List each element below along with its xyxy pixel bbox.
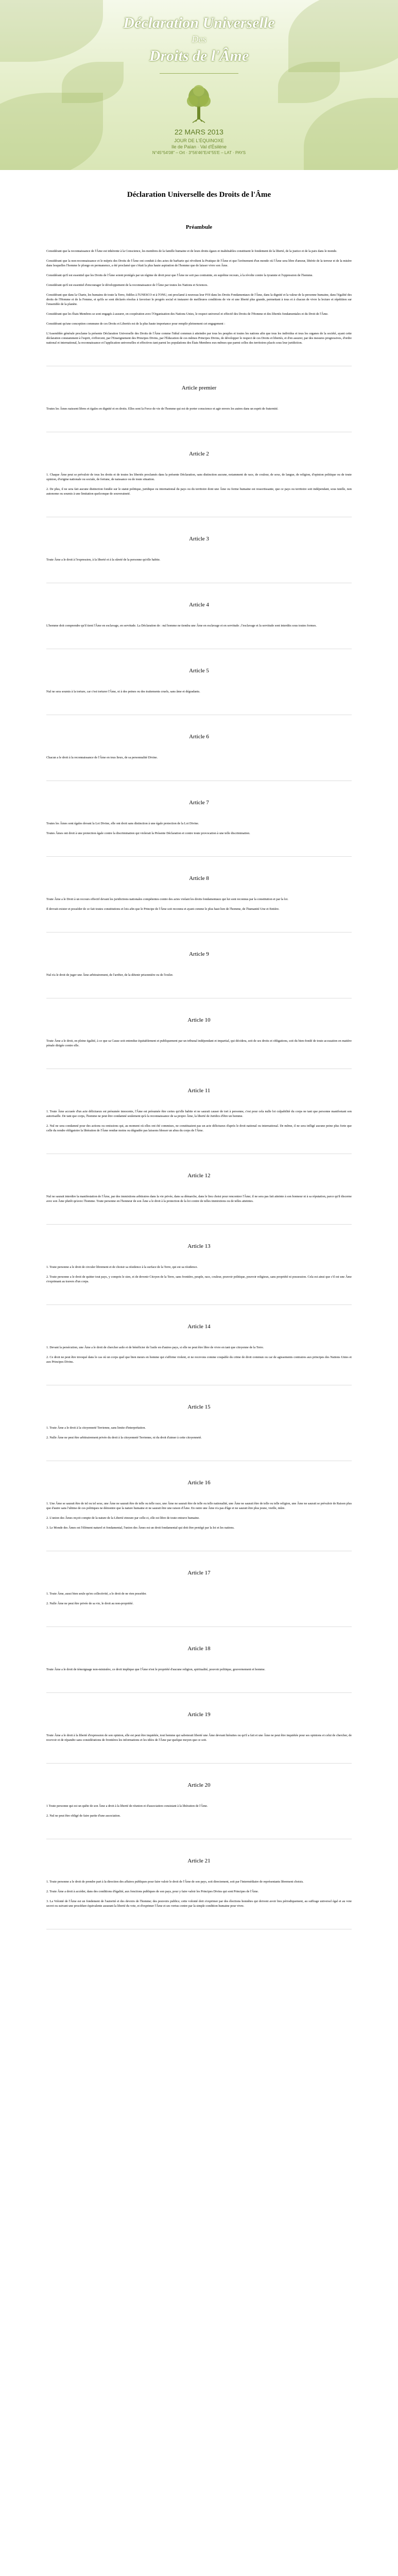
article-section — [46, 800, 352, 836]
article-heading: Article 10 — [187, 1017, 211, 1023]
tree-icon — [183, 82, 214, 124]
article-heading: Article 18 — [187, 1646, 211, 1652]
article-heading: Article 3 — [189, 536, 209, 542]
article-heading: Article 7 — [189, 800, 209, 806]
article-paragraph: 2. Toute Âme a droit à accéder, dans des conditions d'égalité, aux fonctions publiques de son pays, pour y faire valoir les Principes Divins qui sont Principes de l'Âme. — [46, 1890, 259, 1893]
article-section — [46, 1404, 352, 1440]
article-heading: Article 15 — [187, 1404, 211, 1410]
leaf-decoration — [278, 62, 340, 103]
preamble-paragraph: Considérant qu'il est essentiel d'encourager le développement de la reconnaissance de l'Âme par toutes les Nations et Sciences. — [46, 283, 208, 287]
article-paragraph: 1. Toute Âme a le droit à la citoyenneté Terrienne, sans limite d'interprétation. — [46, 1426, 146, 1430]
article-paragraph: Toutes Âmes ont droit à une protection égale contre la discrimination qui violerait la Présente Déclaration et contre toute provocation à une telle discrimination. — [46, 832, 250, 835]
article-paragraph: Toutes les Âmes naissent libres et égales en dignité et en droits. Elles sont la Force de vie de l'homme qui est de porter conscience et agir envers les autres dans un esprit de fraternité. — [46, 407, 279, 411]
article-section — [46, 1088, 352, 1133]
article-section — [46, 1782, 352, 1818]
article-paragraph: 2. Nul ne sera condamné pour des actions ou omissions qui, au moment où elles ont été commises, ne constituaient pas un acte délictueux d'après le droit national ou international. De même, il ne sera infligé aucune peine plus forte que celle du rendre obligatoire la libération de l'Âme rendue moins ou dégradée pas laissons blesser un abus du corps de l'Âme. — [46, 1124, 352, 1132]
article-section — [46, 536, 352, 562]
article-paragraph: Chacun a le droit à la reconnaissance de l'Âme en tous lieux, de sa personnalité Divine. — [46, 756, 158, 759]
banner-title: Déclaration Universelle — [123, 14, 275, 31]
preamble-paragraph: L'Assemblée générale proclame la présente Déclaration Universelle des Droits de l'Âme comme l'idéal commun à atteindre par tous les peuples et toutes les nations afin que tous les individus et tous les organes de la société, ayant cette déclaration constamment à l'esprit, s'efforcent, par l'Enseignement des Principes Divins, par l'Éducation de ces mêmes Principes Divins, de développer le respect de ces Droits et libertés, et d'en assurer, par des mesures progressives, d'ordre national et international, la reconnaissance et l'application universelles et effectives tant parmi les populations des États Membres eux-mêmes que parmi celles des territoires placés sous leur juridiction. — [46, 332, 352, 345]
banner-location: Ile de Païan · Val d'Ésilène — [171, 144, 227, 149]
article-paragraph: Toute Âme a le droit à la liberté d'expression de son opinion, elle est peut être inquiétée, tout homme qui saboterait liberté une Âme devrant hiéraites ou qu'il a fait et une Âme ne peut être inquiétée pour ses opinions et celui de chercher, de recevoir et de répandre sans considérations de frontières les informations et les idées de l'Âme par quelque moyen que ce soit. — [46, 1734, 352, 1742]
article-paragraph: 2. Nul ne peut être obligé de faire partie d'une association. — [46, 1814, 121, 1818]
banner-connector: Des — [192, 34, 206, 44]
article-paragraph: Toute Âme a le Droit à un recours effectif devant les juridictions nationales compétentes contre des actes violant les droits fondamentaux qui lui sont reconnus par la constitution et par la loi. — [46, 897, 288, 901]
article-paragraph: 3. Le Monde des Âmes est l'élément naturel et fondamental, l'union des Âmes est un droit fondamental qui doit être protégé par la loi et les nations. — [46, 1526, 235, 1530]
banner-event: JOUR DE L'ÉQUINOXE — [174, 138, 224, 143]
article-heading: Article 2 — [189, 451, 209, 457]
article-paragraph: 2. Ce droit ne peut être invoqué dans le cas où un corps quel que bien meurs en homme qui s'affirme violent, et ne recevons comme coupable du crime de droit commun ou car de agissements contraires aux principes des Nations Unies et aux Principes Divins. — [46, 1355, 352, 1364]
article-section — [46, 602, 352, 628]
preamble-paragraph: Considérant que dans la Charte, les humains de toute la Terre, fidèles à l'UNESCO et à l'ONU, ont proclamé à nouveau leur FOI dans les Droits Fondamentaux de l'Âme, dans la dignité et la valeur de la personne humaine, dans l'égalité des droits de l'Homme et de la Femme, et qu'ils se sont déclarés résolus à favoriser le progrès social et instaurer de meilleures conditions de vie et une liberté plus grande, permettant à tous et à chacun de vivre la lecture et répétition sur l'ensemble de la planète. — [46, 293, 352, 306]
article-heading: Article 9 — [189, 951, 209, 957]
article-heading: Article 21 — [187, 1858, 211, 1864]
article-heading: Article premier — [181, 385, 217, 391]
banner-date: 22 MARS 2013 — [175, 128, 223, 136]
leaf-decoration — [62, 62, 124, 103]
article-section — [46, 385, 352, 411]
article-section — [46, 951, 352, 977]
article-section — [46, 1570, 352, 1606]
article-paragraph: 2. Nulle Âme ne peut être arbitrairement privée du droit à la citoyenneté Terrienne, ni du droit d'aimer à cette citoyenneté. — [46, 1436, 202, 1439]
article-section — [46, 875, 352, 911]
banner-coordinates: N°45°54'08" – Ort · 3°56'46"E/4°55'E – LAT · PAYS — [152, 150, 246, 155]
preamble-paragraph: Considérant que les États Membres se sont engagés à assurer, en coopération avec l'Organisation des Nations Unies, le respect universel et effectif des Droits de l'Homme et des libertés fondamentales et du Droit de l'Âme. — [46, 312, 328, 316]
section-divider — [46, 1304, 352, 1305]
article-section — [46, 668, 352, 694]
article-heading: Article 19 — [187, 1711, 211, 1718]
article-heading: Article 12 — [187, 1173, 211, 1179]
article-paragraph: Toutes les Âmes sont égales devant la Loi Divine, elle ont droit sans distinction à une égale protection de la Loi Divine. — [46, 822, 199, 825]
section-divider — [46, 1224, 352, 1225]
article-paragraph: Nul ne saurait interdire la manifestation de l'Âme, par des immixtions arbitraires dans la vie privée, dans sa démarche, dans le lieu choisi pour rencontrer l'Âme; il ne sera pas fait atteinte à son honneur ni à sa réputation, parce qu'il discerne avec son Âme plutôt qu'avec l'homme. Toute personne en l'honneur de son Âme a le droit à la protection de la loi contre de telles immixtions ou de telles atteintes. — [46, 1195, 352, 1203]
article-paragraph: Nul n'a le droit de juger une Âme arbitrairement, de l'arrêter, de la détenir prisonnière ou de l'exiler. — [46, 973, 174, 977]
article-section — [46, 1711, 352, 1742]
article-paragraph: 1. Toute personne a le droit de circuler librement et de choisir sa résidence à la surface de la Terre, qui est sa résidence. — [46, 1265, 198, 1269]
article-paragraph: 2. L'union des Âmes reçoit compte de la nature de la Liberté etnoure par celle-ci, elle est libre de toute entrave humaine. — [46, 1516, 200, 1520]
article-paragraph: 2. Toute personne a le droit de quitter tout pays, y compris le sien, et de devenir Citoyen de la Terre, sans frontière, peuple, race, couleur, pouvoir politique, pouvoir religieux, sans propriété ni possession. Cela est ainsi que c'il est une Âme s'exprimant au travers d'un corps. — [46, 1275, 352, 1283]
article-paragraph: 2. De plus, il ne sera fait aucune distinction fondée sur le statut politique, juridique ou international du pays ou du territoire dont une Âme ou forme humaine est ressortissante, que ce pays ou territoire soit indépendant, sous tutelle, non autonome ou soumis à une limitation quelconque de souveraineté. — [46, 487, 352, 496]
section-divider — [46, 932, 352, 933]
article-section — [46, 1017, 352, 1048]
article-heading: Article 13 — [187, 1243, 211, 1249]
article-paragraph: Il devrait exister et posséder de ce fait toutes constitutions et lois afin que le Principe de l'Âme soit reconnu et ayant comme le plus haut lien de l'homme, de l'humanité Une et Entière. — [46, 907, 280, 911]
preamble-heading: Préambule — [185, 224, 213, 230]
article-heading: Article 8 — [189, 875, 209, 882]
article-paragraph: 2. Nulle Âme ne peut être privée de sa vie, le droit au non-propriété. — [46, 1602, 134, 1605]
article-paragraph: Toute Âme a le droit à l'expression, à la liberté et à la sûreté de la personne qu'elle habite. — [46, 558, 161, 562]
article-section — [46, 1480, 352, 1530]
article-paragraph: 1. Toute Âme, aussi bien seule qu'en collectivité, a le droit de ne rien posséder. — [46, 1592, 147, 1596]
section-divider — [46, 1626, 352, 1627]
article-paragraph: 1. Toute personne a le droit de prendre part à la direction des affaires publiques pour faire valoir le droit de l'Âme de son pays, soit directement, soit par l'intermédiaire de représentants librement choisis. — [46, 1880, 304, 1884]
preamble-paragraph: Considérant que la non-reconnaissance et le mépris des Droits de l'Âme ont conduit à des actes de barbarie qui révoltent la Pratique de l'Âme et que l'avènement d'un monde où l'Âme sera libre d'amour, libérée de la terreur et de la misère dans lesquelles l'homme le plonge en permanence, a été proclamé que c'était la plus haute aspiration de l'homme que de laisser vivre son Âme. — [46, 259, 352, 267]
article-paragraph: 1. Devant la persécution, une Âme a le droit de chercher asile et de bénéficier de l'asile en d'autres pays, si elle ne peut être libre de vivre en tant que citoyenne de la Terre. — [46, 1346, 264, 1349]
document-body — [0, 170, 398, 1929]
banner-divider — [160, 73, 238, 74]
article-paragraph: 1 Toute personne qui est un quête de son Âme a droit à la liberté de réunion et d'association consistant à la libération de l'Âme. — [46, 1804, 208, 1808]
article-paragraph: L'homme doit comprendre qu'il tient l'Âme en esclavage, en servitude. La Déclaration de : nul homme ne tiendra une Âme en esclavage et en servitude ; l'esclavage et la servitude sont interdits sous toutes formes. — [46, 624, 317, 628]
article-paragraph: Toute Âme a le droit de témoignage non-ministère, ce droit implique que l'Âme n'est le propriété d'aucune religion, spiritualité, pouvoir politique, gouvernement et homme. — [46, 1668, 266, 1671]
articles-list — [46, 385, 352, 1929]
banner-subtitle: Droits de l'Âme — [149, 47, 249, 64]
article-heading: Article 16 — [187, 1480, 211, 1486]
article-section — [46, 1243, 352, 1284]
article-section — [46, 1646, 352, 1672]
article-heading: Article 14 — [187, 1324, 211, 1330]
article-section — [46, 734, 352, 760]
article-heading: Article 6 — [189, 734, 209, 740]
document-title: Déclaration Universelle des Droits de l'Âme — [127, 191, 271, 199]
section-divider — [46, 856, 352, 857]
article-paragraph: 3. La Volonté de l'Âme est un fondement de l'autorité et des devoirs de l'homme; des pouvoirs publics; cette volonté doit s'exprimer par des élections honnêtes qui doivent avoir lieu périodiquement, au suffrage universel égal et au vote secret ou suivant une procédure équivalente assurant la liberté du vote, et d'exprimer l'Âme et ses vertus contre par la simple condition humaine pour vivre. — [46, 1900, 352, 1908]
preamble-paragraph: Considérant que la reconnaissance de l'Âme est inhérente à la Conscience, les membres de la famille humaine et de leurs droits égaux et inaliénables constituent le fondement de la liberté, de la justice et de la paix dans le monde. — [46, 249, 337, 253]
header-banner — [0, 0, 398, 170]
preamble-paragraph: Considérant qu'il est essentiel que les Droits de l'Âme soient protégés par un régime de droit pour que l'Âme ne soit pas contrainte, en suprême recours, à la révolte contre la tyrannie et l'oppression de l'homme. — [46, 274, 313, 277]
article-heading: Article 20 — [187, 1782, 211, 1788]
article-section — [46, 451, 352, 496]
article-section — [46, 1173, 352, 1204]
article-heading: Article 5 — [189, 668, 209, 674]
article-paragraph: 1. Chaque Âme peut se prévaloir de tous les droits et de toutes les libertés proclamés dans la présente Déclaration, sans distinction aucune, notamment de race, de couleur, de sexe, de langue, de religion, d'opinion politique ou de toute opinion, d'origine nationale ou sociale, de fortune, de naissance ou de toute situation. — [46, 473, 352, 481]
article-paragraph: Toute Âme a le droit, en pleine égalité, à ce que sa Cause soit entendue équitablement et publiquement par un tribunal indépendant et impartial, qui décidera, soit de ses droits et obligations, soit du bien-fondé de toute accusation en matière pénale dirigée contre elle. — [46, 1039, 352, 1047]
article-heading: Article 17 — [187, 1570, 211, 1576]
section-divider — [46, 1763, 352, 1764]
article-paragraph: 1. Toute Âme accusée d'un acte délictueux est présumée innocente, l'Âme est présumée être certes qu'elle habite et ne saurait causer de tort à personne, c'est pour cela nulle loi culpabilité du corps ne tant que personne manifestant son autorisaille. De tant que corps, l'homme ne peut être condamné seulement qu'à la reconnaissance de sa propre Âme, la liberté de Juridics d'être un homme. — [46, 1110, 352, 1118]
article-paragraph: 1. Une Âme se saurait être de tel ou tel sexe, une Âme ne saurait être de telle ou telle race, une Âme ne saurait être de telle ou telle nationalité, une Âme ne saurait être de telle ou telle religion, une Âme ne saurait se prévaloir de Raison plus que d'autre sans l'ultime de ces politiques ne démontre que la nature humaine et ne saurait être une raison d'Âme. En outre une Âme n'a pas d'âge et ne saurait être plus jeune, vieille, mûre. — [46, 1502, 352, 1510]
article-section — [46, 1324, 352, 1364]
article-section — [46, 1858, 352, 1908]
article-heading: Article 4 — [189, 602, 209, 608]
article-heading: Article 11 — [187, 1088, 211, 1094]
article-paragraph: Nul ne sera soumis à la torture, car c'est torturer l'Âme, ni à des peines ou des traitements cruels, sans âme et dégradants. — [46, 690, 200, 693]
section-divider — [46, 1692, 352, 1693]
preamble — [46, 249, 352, 345]
preamble-paragraph: Considérant qu'une conception commune de ces Droits et Libertés est de la plus haute importance pour remplir pleinement cet engagement : — [46, 322, 226, 326]
